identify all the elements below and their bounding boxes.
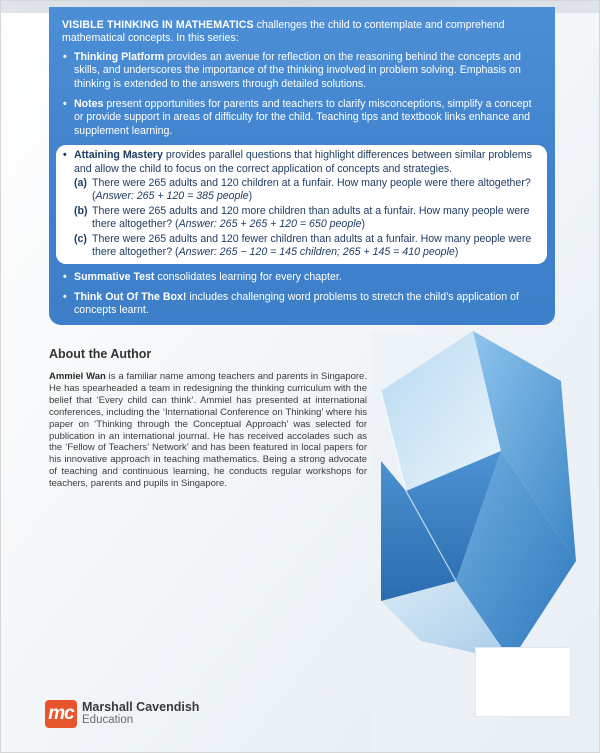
marshall-cavendish-logo-icon: mc (45, 700, 77, 728)
feature-attaining-mastery: • Attaining Mastery provides parallel questions that highlight differences between similar problems and allow the child to focus on the correct application of concepts and strategies. (a) There were 265 adults and 120 children at a funfair. How many people were there altogether? (Answer: 265 + 120 = 385 people) (b) There were 265 adults and 120 more children than adults at a funfair. How many people were there altogether? (Answer: 265 + 265 + 120 = 650 people) (c) There were 265 adults and 120 fewer children than adults at a funfair. How many people were there altogether? (Answer: 265 − 120 = 145 children; 265 + 145 = 410 people) (56, 145, 547, 263)
mastery-question-c: (c) There were 265 adults and 120 fewer children than adults at a funfair. How many people were there altogether? (Answer: 265 − 120 = 145 children; 265 + 145 = 410 people) (74, 232, 532, 259)
author-name: Ammiel Wan (49, 371, 106, 382)
mastery-question-b: (b) There were 265 adults and 120 more children than adults at a funfair. How many people were there altogether? (Answer: 265 + 265 + 120 = 650 people) (74, 204, 530, 231)
mastery-question-a: (a) There were 265 adults and 120 children at a funfair. How many people were there altogether? (Answer: 265 + 120 = 385 people) (74, 177, 531, 203)
publisher-name: Marshall Cavendish Education (82, 700, 200, 726)
about-author-section (49, 347, 367, 490)
feature-think-out-of-the-box: • Think Out Of The Box! includes challenging word problems to stretch the child’s application of concepts learnt. (62, 291, 543, 318)
feature-summative-test: • Summative Test consolidates learning for every chapter. (62, 271, 543, 284)
series-title: VISIBLE THINKING IN MATHEMATICS (62, 19, 254, 31)
barcode-area (475, 647, 571, 717)
series-features-box (49, 7, 555, 325)
series-intro: VISIBLE THINKING IN MATHEMATICS challenges the child to contemplate and comprehend mathematical concepts. In this series: (62, 19, 505, 45)
publisher-logo (45, 698, 199, 730)
feature-thinking-platform: • Thinking Platform provides an avenue for reflection on the reasoning behind the concepts and skills, and underscores the importance of the thinking involved in problem solving. Emphasis on thinking is extended to the answers through detailed solutions. (62, 51, 543, 91)
author-bio: Ammiel Wan is a familiar name among teachers and parents in Singapore. He has spearheaded a team in redesigning the thinking curriculum with the belief that ‘Every child can think’. Ammiel has presented at international conferences, including the ‘International Conference on Thinking’ where his paper on ‘Thinking through the Conceptual Approach’ was selected for publication in an international journal. He has received accolades such as the ‘Fellow of Teachers’ Network’ and has been featured in local papers for his innovative approach in teaching mathematics. Being a strong advocate of teaching and continuous learning, he conducts regular workshops for teachers, parents and pupils in Singapore. (49, 371, 367, 490)
feature-list (62, 51, 543, 318)
answer-c: Answer: 265 − 120 = 145 children; 265 + 145 = 410 people (178, 246, 455, 259)
answer-a: Answer: 265 + 120 = 385 people (95, 190, 249, 203)
about-heading: About the Author (49, 347, 152, 361)
answer-b: Answer: 265 + 265 + 120 = 650 people (178, 218, 362, 231)
feature-notes: • Notes present opportunities for parents and teachers to clarify misconceptions, simplify a concept or provide support in areas of difficulty for the child. Teaching tips and textbook links enhance and supplement learning. (62, 98, 543, 138)
